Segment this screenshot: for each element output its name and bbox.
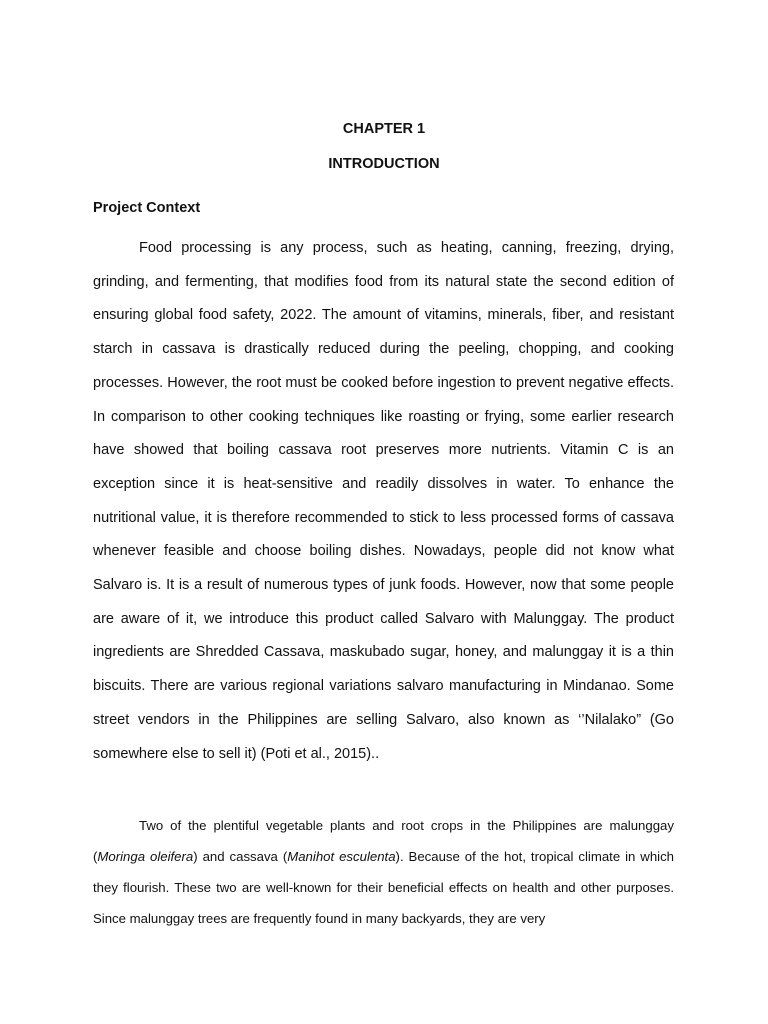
paragraph-text: Two of the plentiful vegetable plants and root crops in the Philippines are malunggay (: [93, 818, 674, 864]
paragraph-text: ). Because of the hot, tropical climate in which they flourish. These two are well-known for their beneficial effects on health and other purposes. Since malunggay trees are frequently found in many backyards, they are very: [93, 849, 675, 926]
scientific-name-manihot: Manihot esculenta: [287, 849, 396, 864]
chapter-label: CHAPTER 1: [342, 121, 426, 137]
paragraph-malunggay-cassava: [93, 810, 674, 934]
scientific-name-moringa: Moringa oleifera: [97, 849, 194, 864]
chapter-title: INTRODUCTION: [328, 156, 440, 172]
section-heading: Project Context: [93, 200, 201, 216]
paragraph-project-context: Food processing is any process, such as heating, canning, freezing, drying, grinding, and fermenting, that modifies food from its natural state the second edition of ensuring global food safety, 2022. The amount of vitamins, minerals, fiber, and resistant starch in cassava is drastically reduced during the peeling, chopping, and cooking processes. However, the root must be cooked before ingestion to prevent negative effects. In comparison to other cooking techniques like roasting or frying, some earlier research have showed that boiling cassava root preserves more nutrients. Vitamin C is an exception since it is heat-sensitive and readily dissolves in water. To enhance the nutritional value, it is therefore recommended to stick to less processed forms of cassava whenever feasible and choose boiling dishes. Nowadays, people did not know what Salvaro is. It is a result of numerous types of junk foods. However, now that some people are aware of it, we introduce this product called Salvaro with Malunggay. The product ingredients are Shredded Cassava, maskubado sugar, honey, and malunggay it is a thin biscuits. There are various regional variations salvaro manufacturing in Mindanao. Some street vendors in the Philippines are selling Salvaro, also known as ‘’Nilalako” (Go somewhere else to sell it) (Poti et al., 2015)..: [93, 240, 674, 762]
paragraph-text: ) and cassava (: [193, 849, 288, 864]
